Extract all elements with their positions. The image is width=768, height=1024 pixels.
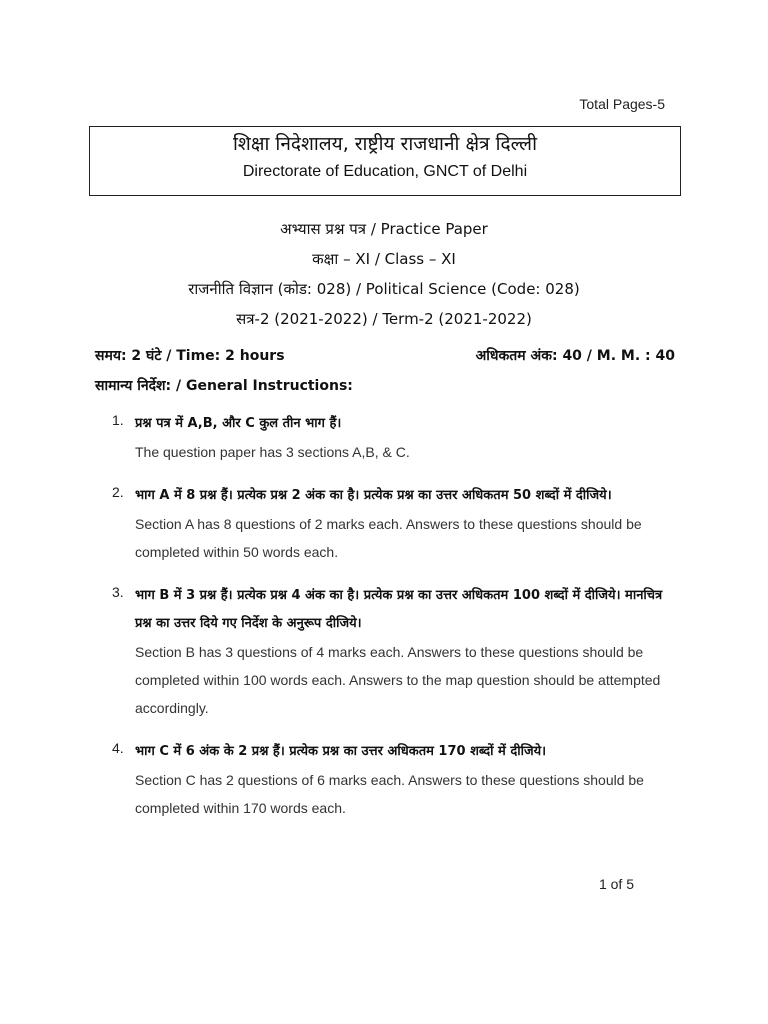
time-label: समय: 2 घंटे / Time: 2 hours: [95, 348, 285, 364]
instruction-english: Section C has 2 questions of 6 marks each. Answers to these questions should be completed within 170 words each.: [135, 772, 644, 816]
instruction-number: 2.: [112, 484, 124, 500]
header-title-hindi: शिक्षा निदेशालय, राष्ट्रीय राजधानी क्षेत्र दिल्ली: [232, 133, 537, 155]
instruction-number: 1.: [112, 412, 124, 428]
page-indicator: 1 of 5: [598, 876, 634, 892]
header-box: [89, 126, 681, 196]
instruction-item: [112, 582, 672, 722]
instruction-hindi: भाग B में 3 प्रश्न हैं। प्रत्येक प्रश्न 4 अंक का है। प्रत्येक प्रश्न का उत्तर अधिकतम 100 शब्दों में दीजिये। मानचित्र प्रश्न का उत्तर दिये गए निर्देश के अनुरूप दीजिये।: [135, 588, 663, 631]
paper-title: अभ्यास प्रश्न पत्र / Practice Paper: [280, 220, 488, 238]
general-instructions-heading: सामान्य निर्देश: / General Instructions:: [95, 378, 353, 394]
instruction-hindi: भाग A में 8 प्रश्न हैं। प्रत्येक प्रश्न 2 अंक का है। प्रत्येक प्रश्न का उत्तर अधिकतम 50 शब्दों में दीजिये।: [135, 488, 612, 503]
instruction-item: [112, 482, 672, 566]
max-marks-label: अधिकतम अंक: 40 / M. M. : 40: [475, 348, 675, 364]
instruction-english: Section A has 8 questions of 2 marks each. Answers to these questions should be completed within 50 words each.: [135, 516, 642, 560]
subject-title: राजनीति विज्ञान (कोड: 028) / Political Science (Code: 028): [188, 280, 580, 298]
instruction-number: 3.: [112, 584, 124, 600]
term-title: सत्र-2 (2021-2022) / Term-2 (2021-2022): [236, 310, 532, 328]
paper-title-block: [0, 216, 768, 336]
class-title: कक्षा – XI / Class – XI: [312, 250, 456, 268]
instruction-english: Section B has 3 questions of 4 marks each. Answers to these questions should be completed within 100 words each. Answers to the map question should be attempted accordingly.: [135, 644, 661, 716]
header-title-english: Directorate of Education, GNCT of Delhi: [242, 163, 528, 180]
instruction-item: [112, 738, 672, 822]
instruction-item: [112, 410, 672, 466]
total-pages-label: Total Pages-5: [579, 96, 665, 112]
instruction-hindi: प्रश्न पत्र में A,B, और C कुल तीन भाग हैं।: [135, 416, 342, 431]
instruction-hindi: भाग C में 6 अंक के 2 प्रश्न हैं। प्रत्येक प्रश्न का उत्तर अधिकतम 170 शब्दों में दीजिये।: [135, 744, 547, 759]
instruction-list: [112, 410, 672, 838]
instruction-number: 4.: [112, 740, 124, 756]
instruction-english: The question paper has 3 sections A,B, & C.: [135, 444, 410, 460]
